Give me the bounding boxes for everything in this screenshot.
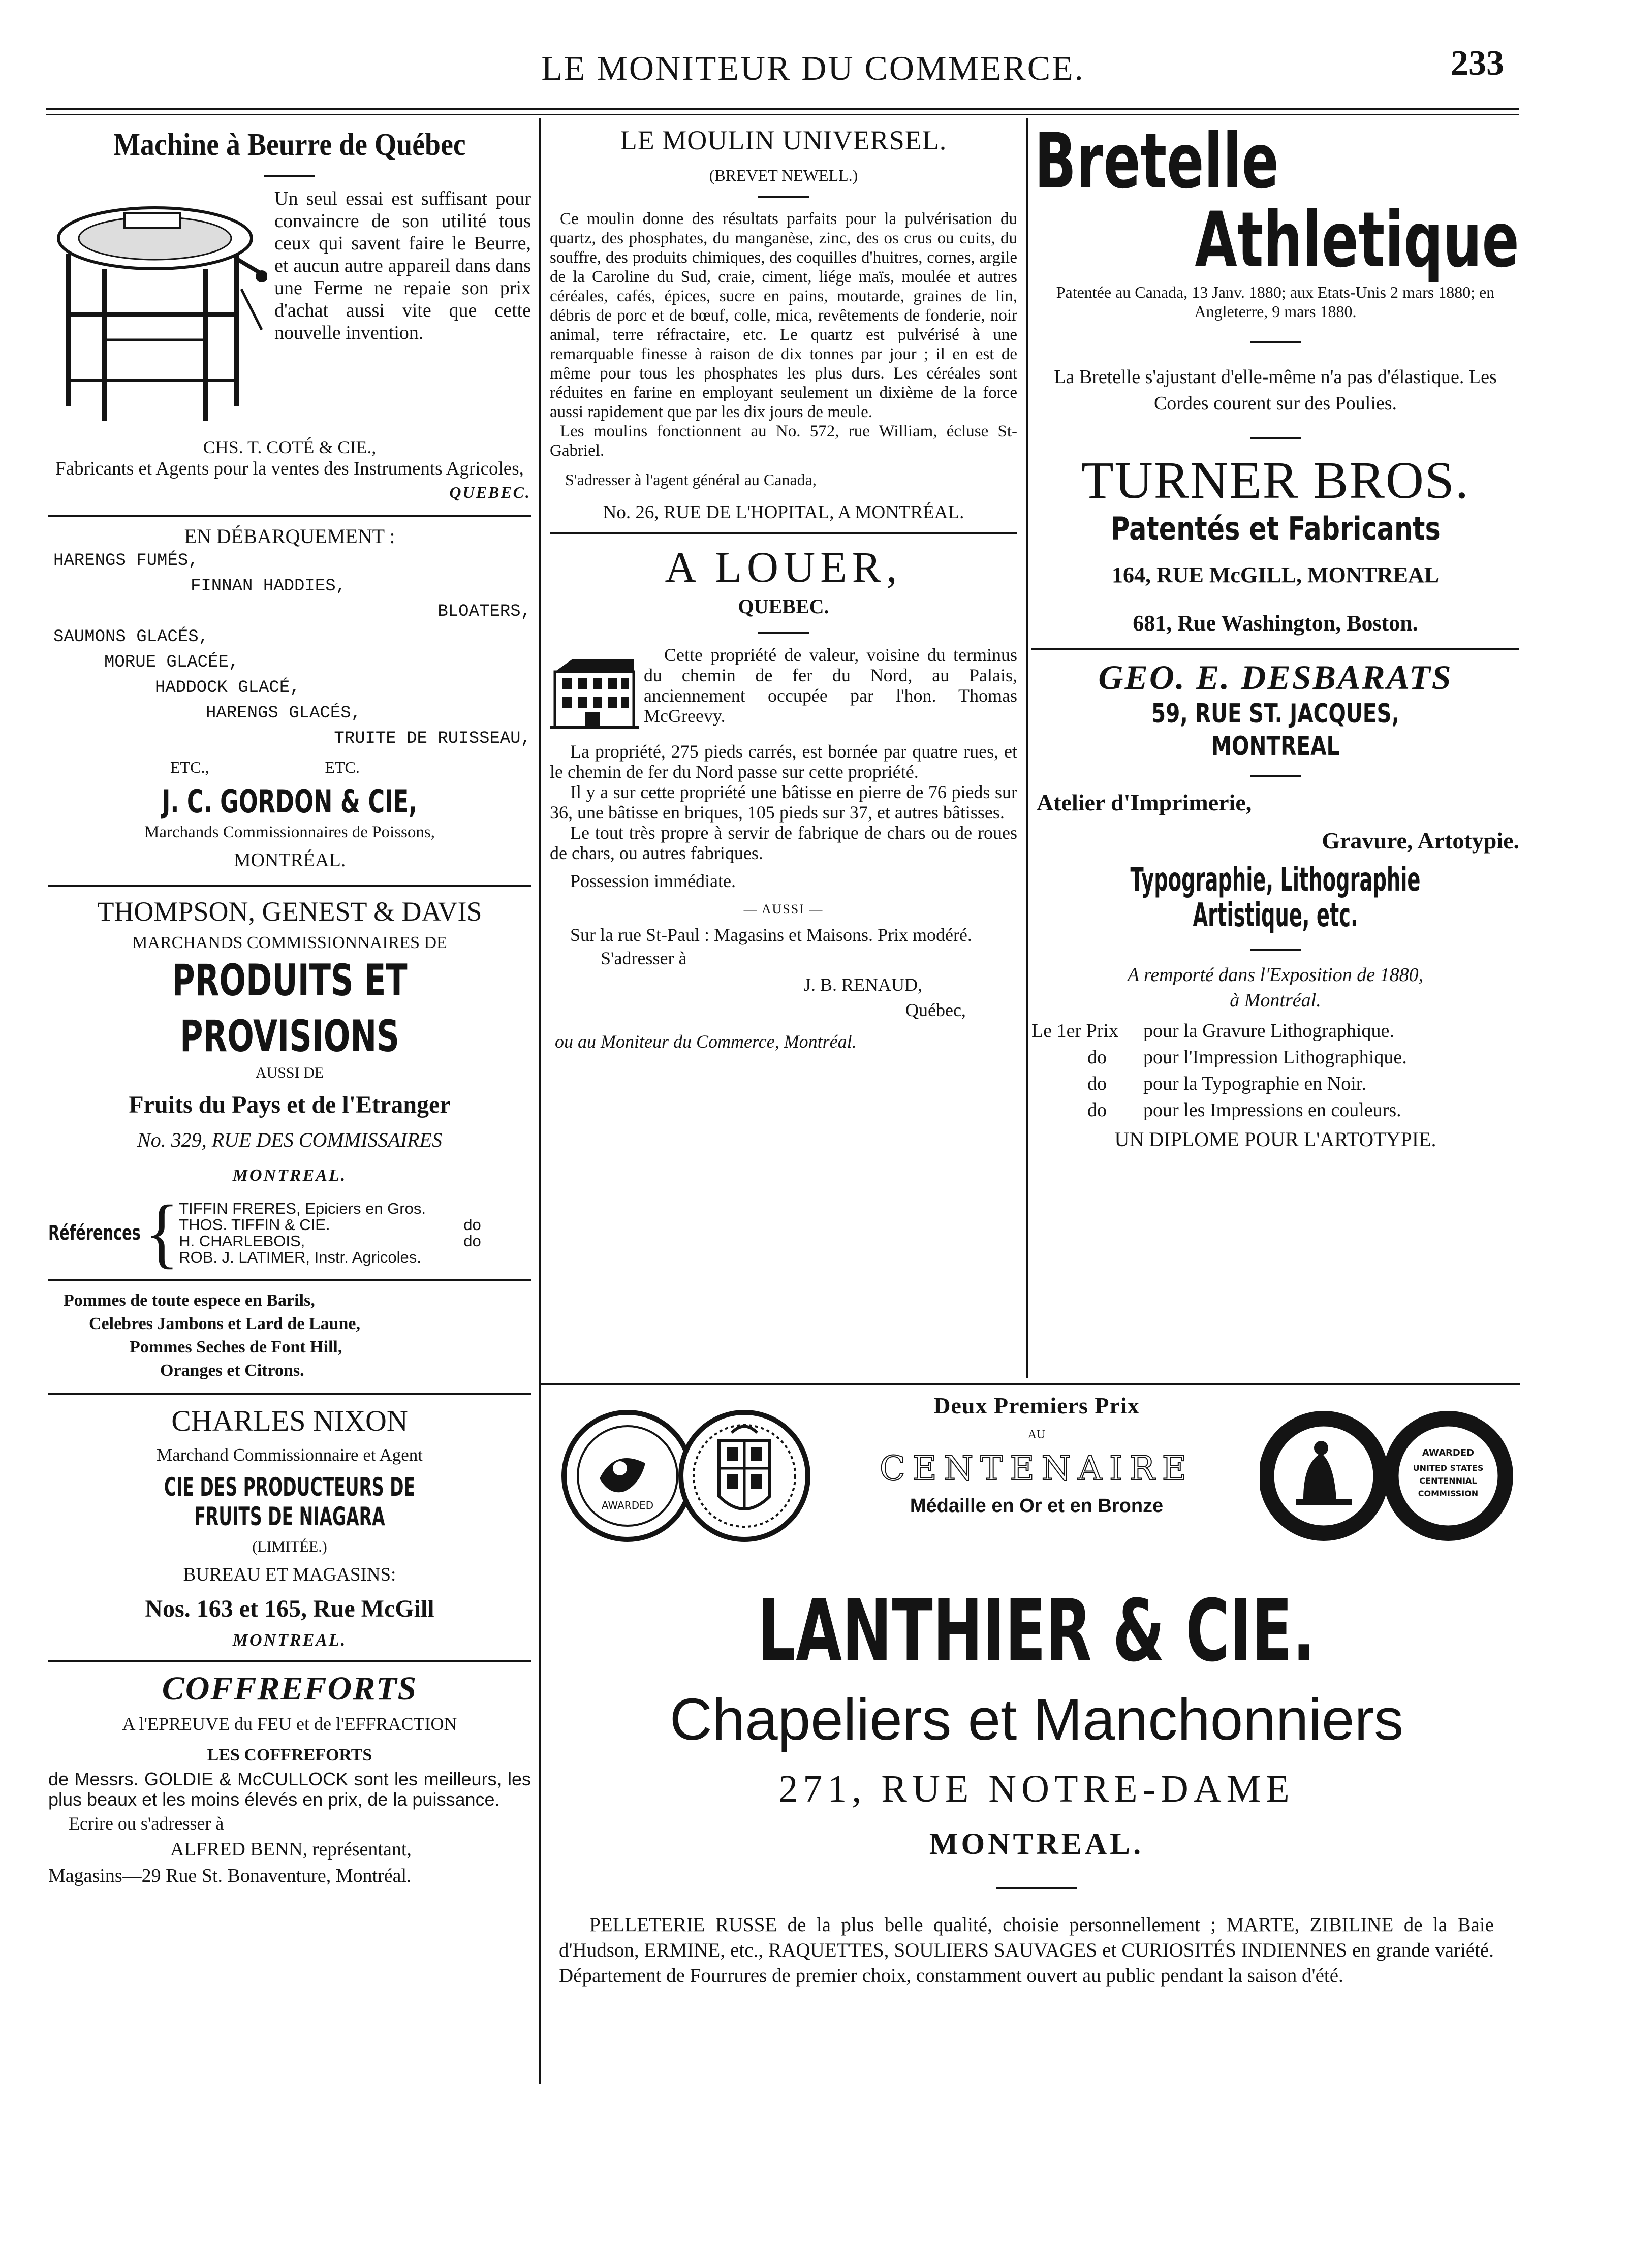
reference-item: H. CHARLEBOIS, [179, 1232, 305, 1250]
desbarats-name: GEO. E. DESBARATS [1098, 658, 1453, 697]
lanthier-au: AU [1027, 1428, 1046, 1441]
references-list [179, 1201, 531, 1266]
column-2 [550, 124, 1017, 1052]
references-label: Références [48, 1221, 141, 1245]
coffreforts-subtitle: A l'EPREUVE du FEU et de l'EFFRACTION [122, 1714, 457, 1734]
louer-p6: Sur la rue St-Paul : Magasins et Maisons. Prix modéré. [570, 925, 972, 945]
bretelle-title-1: Bretelle [1034, 117, 1279, 206]
column-rule-2 [1026, 118, 1028, 1378]
coffreforts-ad [48, 1670, 531, 1887]
prize-label: do [1087, 1073, 1107, 1094]
column-rule-1 [539, 118, 541, 2084]
louer-p4: Le tout très propre à servir de fabrique de chars ou de roues de chars, ou autres fabriques. [550, 823, 1017, 863]
references-bracket: { [145, 1189, 179, 1276]
pommes-line: Oranges et Citrons. [160, 1361, 304, 1380]
nixon-desc: Marchand Commissionnaire et Agent [157, 1445, 423, 1465]
louer-city: QUEBEC. [738, 595, 829, 618]
section-rule [1031, 648, 1519, 650]
reference-item: ROB. J. LATIMER, Instr. Agricoles. [179, 1248, 421, 1266]
moulin-brevet: (BREVET NEWELL.) [709, 166, 858, 184]
reference-item: THOS. TIFFIN & CIE. [179, 1216, 330, 1234]
reference-do: do [463, 1216, 481, 1234]
louer-alt: ou au Moniteur du Commerce, Montréal. [555, 1031, 857, 1052]
moulin-title: LE MOULIN UNIVERSEL. [620, 125, 947, 155]
moulin-address: No. 26, RUE DE L'HOPITAL, A MONTRÉAL. [603, 502, 964, 523]
desbarats-ad [1031, 657, 1519, 1151]
list-item: HARENGS FUMÉS, [53, 551, 199, 571]
thompson-city: MONTREAL. [232, 1166, 347, 1185]
bretelle-desc: La Bretelle s'ajustant d'elle-même n'a pas d'élastique. Les Cordes courent sur des Poulies. [1054, 366, 1497, 414]
desbarats-expo-1: A remporté dans l'Exposition de 1880, [1127, 964, 1424, 986]
thompson-line4: Fruits du Pays et de l'Etranger [129, 1091, 451, 1118]
etc-1: ETC., [170, 758, 209, 776]
coffreforts-address: Magasins—29 Rue St. Bonaventure, Montréal. [48, 1865, 412, 1886]
column-1 [48, 124, 531, 1887]
page-number: 233 [1451, 44, 1504, 83]
masthead-rule-thin [46, 114, 1519, 115]
prize-desc: pour les Impressions en couleurs. [1143, 1099, 1401, 1121]
section-rule [48, 1660, 531, 1662]
moulin-text: Ce moulin donne des résultats parfaits pour la pulvérisation du quartz, des phosphates, du manganèse, zinc, des os crus ou cuits, du souffre, des produits chimiques, des coquilles d'huitres, cornes, argile de la Caroline du Sud, craie, ciment, liége maïs, moulée et autres céréales, cafés, épices, sucre en pains, moutarde, graines de lin, débris de porc et de bœuf, colle, mica, revêtements de fonderie, noir animal, terre réfractaire, etc. Le quartz est pulvérisé à une remarquable finesse à raison de dix tonnes par jour ; il en est de même pour tous les phosphates les plus durs. Les céréales sont réduites en farine en employant seulement un dixième de la force aussi rapidement que par les dix jours de meule. [550, 210, 1017, 421]
butter-machine-illustration [48, 187, 267, 426]
nixon-name: CHARLES NIXON [171, 1404, 408, 1437]
louer-p1: Cette propriété de valeur, voisine du terminus du chemin de fer du Nord, au Palais, anciennement occupée par l'hon. Thomas McGreevy. [644, 645, 1017, 726]
beurre-ad [48, 124, 531, 502]
gordon-firm: J. C. GORDON & CIE, [162, 783, 418, 820]
section-rule [550, 532, 1017, 534]
medal-right-icon [1260, 1392, 1514, 1565]
prize-label: Le 1er Prix [1031, 1020, 1118, 1042]
beurre-city: QUEBEC. [449, 483, 531, 501]
prize-desc: pour l'Impression Lithographique. [1143, 1047, 1407, 1068]
turner-desc: Patentés et Fabricants [1110, 510, 1441, 547]
list-item: HARENGS GLACÉS, [206, 704, 362, 723]
nixon-bureau: BUREAU ET MAGASINS: [183, 1564, 396, 1585]
debarquement-ad [48, 524, 531, 871]
coffreforts-agent: ALFRED BENN, représentant, [170, 1839, 412, 1860]
divider [1250, 341, 1301, 343]
divider [1250, 949, 1301, 951]
list-item: MORUE GLACÉE, [104, 653, 239, 672]
nixon-address: Nos. 163 et 165, Rue McGill [145, 1595, 434, 1622]
bretelle-patent: Patentée au Canada, 13 Janv. 1880; aux Etats-Unis 2 mars 1880; en Angleterre, 9 mars 1880. [1056, 283, 1495, 321]
pommes-ad [48, 1289, 531, 1382]
thompson-line2: PRODUITS ET PROVISIONS [172, 955, 408, 1062]
thompson-line1: MARCHANDS COMMISSIONNAIRES DE [132, 933, 447, 952]
divider [1250, 775, 1301, 777]
nixon-city: MONTREAL. [232, 1631, 347, 1650]
turner-ad [1031, 450, 1519, 636]
pommes-line: Pommes de toute espece en Barils, [64, 1291, 315, 1310]
list-item: HADDOCK GLACÉ, [155, 678, 300, 698]
thompson-line3: AUSSI DE [255, 1064, 324, 1081]
section-rule [48, 515, 531, 517]
turner-addr-2: 681, Rue Washington, Boston. [1133, 611, 1418, 636]
louer-title: A LOUER, [665, 543, 902, 591]
turner-name: TURNER BROS. [1081, 451, 1469, 510]
louer-contact: S'adresser à [601, 948, 687, 968]
gordon-desc: Marchands Commissionnaires de Poissons, [144, 823, 435, 841]
divider [996, 1887, 1077, 1889]
lanthier-medaille: Médaille en Or et en Bronze [910, 1495, 1164, 1517]
section-rule [48, 1279, 531, 1281]
beurre-title: Machine à Beurre de Québec [113, 128, 466, 162]
svg-text:CENTENNIAL: CENTENNIAL [1419, 1476, 1477, 1486]
masthead-title: LE MONITEUR DU COMMERCE. [541, 49, 1085, 87]
lanthier-ad [549, 1392, 1524, 1989]
prize-desc: pour la Gravure Lithographique. [1143, 1020, 1394, 1042]
column-3 [1031, 117, 1519, 1151]
masthead [0, 44, 1626, 104]
debarquement-heading: EN DÉBARQUEMENT : [184, 525, 395, 548]
divider [264, 175, 315, 177]
masthead-rule [46, 108, 1519, 110]
medal-left-icon [559, 1392, 813, 1565]
lanthier-city: MONTREAL. [929, 1827, 1144, 1861]
coffreforts-text: de Messrs. GOLDIE & McCULLOCK sont les meilleurs, les plus beaux et les moins élevés en prix, de la puissance. [48, 1769, 531, 1810]
prize-desc: pour la Typographie en Noir. [1143, 1073, 1366, 1094]
desbarats-prizes [1031, 1018, 1519, 1123]
section-rule [540, 1383, 1520, 1385]
lanthier-prix: Deux Premiers Prix [933, 1393, 1140, 1419]
divider [758, 196, 809, 198]
prize-label: do [1087, 1047, 1107, 1068]
beurre-maker-desc: Fabricants et Agents pour la ventes des Instruments Agricoles, [55, 458, 524, 479]
gordon-city: MONTRÉAL. [233, 849, 346, 871]
svg-text:COMMISSION: COMMISSION [1418, 1489, 1479, 1498]
pommes-line: Pommes Seches de Font Hill, [130, 1338, 342, 1357]
divider [1250, 437, 1301, 439]
louer-ad [550, 543, 1017, 1052]
thompson-address: No. 329, RUE DES COMMISSAIRES [137, 1128, 442, 1151]
lanthier-centenaire: CENTENAIRE [880, 1449, 1194, 1488]
thompson-name: THOMPSON, GENEST & DAVIS [97, 896, 482, 927]
coffreforts-heading: LES COFFREFORTS [207, 1746, 372, 1765]
moulin-contact: S'adresser à l'agent général au Canada, [565, 470, 817, 489]
coffreforts-contact: Ecrire ou s'adresser à [69, 1813, 224, 1834]
nixon-limitee: (LIMITÉE.) [252, 1538, 327, 1555]
list-item: SAUMONS GLACÉS, [53, 627, 209, 647]
nixon-ad [48, 1404, 531, 1650]
beurre-maker: CHS. T. COTÉ & CIE., [203, 437, 377, 457]
nixon-cie: CIE DES PRODUCTEURS DE FRUITS DE NIAGARA [164, 1472, 416, 1531]
moulin-text-2: Les moulins fonctionnent au No. 572, rue William, écluse St-Gabriel. [550, 422, 1017, 460]
list-item: TRUITE DE RUISSEAU, [334, 729, 531, 748]
prize-label: do [1087, 1099, 1107, 1121]
louer-p3: Il y a sur cette propriété une bâtisse en pierre de 76 pieds sur 36, une bâtisse en briques, 105 pieds sur 37, et autres bâtisses. [550, 782, 1017, 823]
coffreforts-title: COFFREFORTS [162, 1670, 418, 1707]
desbarats-atelier: Atelier d'Imprimerie, [1037, 790, 1252, 815]
svg-text:UNITED STATES: UNITED STATES [1413, 1463, 1484, 1473]
lanthier-text: PELLETERIE RUSSE de la plus belle qualité, choisie personnellement ; MARTE, ZIBILINE de la Baie d'Hudson, ERMINE, etc., RAQUETTES, SOULIERS SAUVAGES et CURIOSITÉS INDIENNES en grande variété. Département de Fourrures de premier choix, constamment ouvert au public pendant la saison d'été. [559, 1914, 1494, 1987]
reference-do: do [463, 1232, 481, 1250]
desbarats-diplome: UN DIPLOME POUR L'ARTOTYPIE. [1114, 1128, 1436, 1151]
louer-p5: Possession immédiate. [570, 871, 736, 891]
reference-item: TIFFIN FRERES, Epiciers en Gros. [179, 1200, 426, 1217]
desbarats-address: 59, RUE ST. JACQUES, MONTREAL [1151, 699, 1400, 762]
lanthier-trade: Chapeliers et Manchonniers [669, 1686, 1404, 1752]
etc-2: ETC. [325, 758, 360, 776]
desbarats-gravure: Gravure, Artotypie. [1322, 828, 1519, 854]
svg-text:AWARDED: AWARDED [601, 1499, 654, 1511]
louer-p2: La propriété, 275 pieds carrés, est bornée par quatre rues, et le chemin de fer du Nord passe sur cette propriété. [550, 741, 1017, 782]
beurre-text: Un seul essai est suffisant pour convaincre de son utilité tous ceux qui savent faire le Beurre, et aucun autre appareil dans dans une Ferme ne repaie son prix d'achat aussi vite que cette nouvelle invention. [274, 188, 531, 343]
pommes-line: Celebres Jambons et Lard de Laune, [89, 1314, 360, 1333]
desbarats-typo: Typographie, Lithographie Artistique, etc. [1130, 861, 1421, 934]
desbarats-expo-2: à Montréal. [1230, 990, 1321, 1011]
lanthier-name: LANTHIER & CIE. [758, 1581, 1316, 1681]
bretelle-ad [1031, 117, 1519, 439]
louer-agent: J. B. RENAUD, [804, 974, 923, 995]
turner-addr-1: 164, RUE McGILL, MONTREAL [1111, 562, 1440, 587]
list-item: BLOATERS, [437, 602, 531, 621]
divider [758, 632, 809, 634]
svg-text:AWARDED: AWARDED [1422, 1447, 1475, 1458]
debarquement-list [48, 548, 531, 751]
section-rule [48, 1393, 531, 1395]
section-rule [48, 885, 531, 887]
louer-agent-city: Québec, [905, 1000, 966, 1020]
moulin-ad [550, 124, 1017, 523]
lanthier-address: 271, RUE NOTRE-DAME [778, 1768, 1295, 1810]
bretelle-title-2: Athletique [1195, 196, 1519, 285]
louer-aussi: — AUSSI — [743, 902, 824, 917]
list-item: FINNAN HADDIES, [191, 577, 347, 596]
thompson-ad [48, 896, 531, 1276]
building-illustration [550, 654, 639, 730]
